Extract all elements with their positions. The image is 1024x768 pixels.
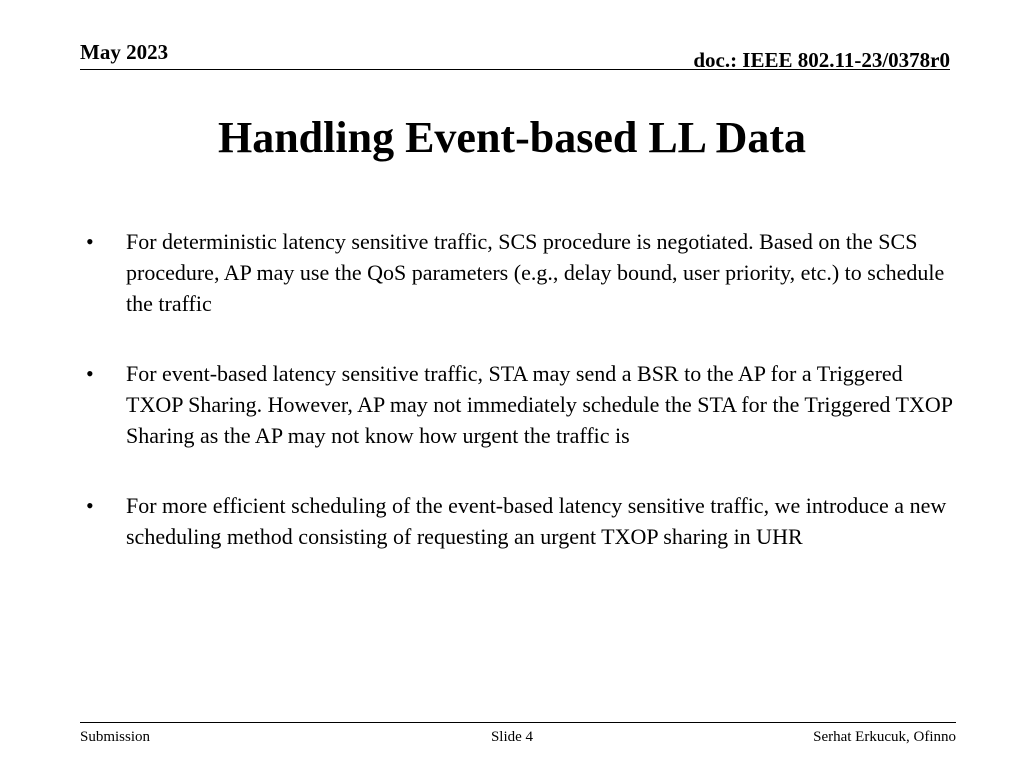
footer-slide-number: Slide 4: [490, 729, 534, 745]
footer-submission: Submission: [80, 729, 151, 745]
bullet-dot-icon: •: [86, 493, 94, 518]
header-divider: [80, 69, 950, 70]
header-date: May 2023: [80, 40, 169, 64]
bullet-text: For event-based latency sensitive traffic, STA may send a BSR to the AP for a Triggered TXOP Sharing. However, AP may not immediately schedule the STA for the Triggered TXOP Sharing as the AP may not know how urgent the traffic is: [126, 361, 953, 448]
header-doc-id: doc.: IEEE 802.11-23/0378r0: [693, 48, 950, 72]
bullet-item: [80, 490, 960, 552]
bullet-dot-icon: •: [86, 229, 94, 254]
bullet-item: [80, 226, 960, 319]
footer-divider: [80, 722, 956, 723]
slide-title: Handling Event-based LL Data: [217, 113, 807, 162]
bullet-item: [80, 358, 960, 451]
footer-author: Serhat Erkucuk, Ofinno: [813, 729, 956, 745]
bullet-list: [80, 226, 960, 591]
bullet-text: For more efficient scheduling of the event-based latency sensitive traffic, we introduce a new scheduling method consisting of requesting an urgent TXOP sharing in UHR: [126, 493, 947, 549]
bullet-text: For deterministic latency sensitive traffic, SCS procedure is negotiated. Based on the SCS procedure, AP may use the QoS parameters (e.g., delay bound, user priority, etc.) to schedule the traffic: [126, 229, 945, 316]
bullet-dot-icon: •: [86, 361, 94, 386]
